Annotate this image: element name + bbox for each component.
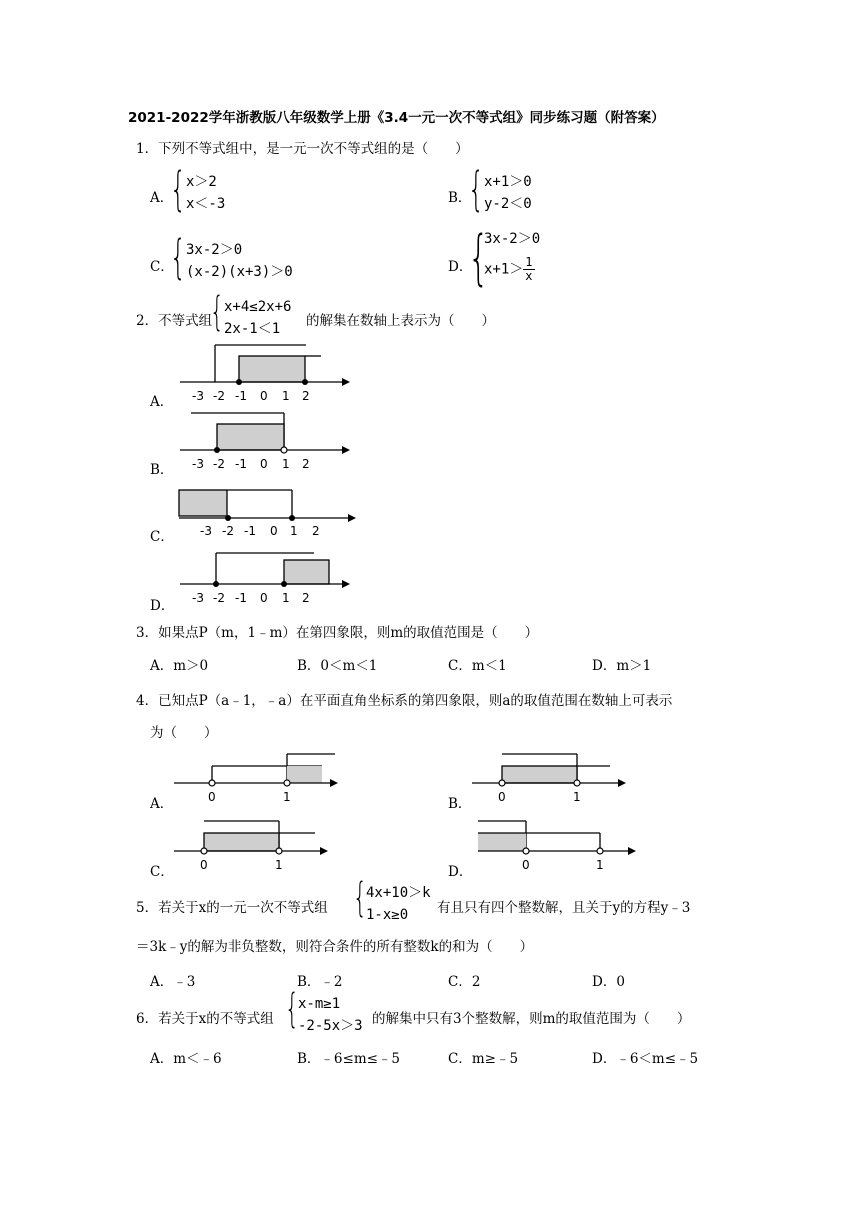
tick-label: 0 [200,858,208,872]
tick-label: -1 [235,591,247,605]
brace-icon: { [468,223,490,293]
q4-option-a-numberline [172,748,342,806]
q4-option-b-label: B． [448,796,472,812]
tick-label: 2 [302,389,310,403]
q2-option-a-label: A． [150,394,174,410]
brace-icon: { [468,162,485,216]
q1-option-c-label: C． [150,259,174,275]
tick-label: 1 [596,858,604,872]
q5-system: 4x+10＞k 1-x≥0 [366,885,431,923]
q1-option-d-system: 3x-2＞0 x+1＞ $\frac{1}{x}$ [484,231,541,283]
q5-option-b: B．﹣2 [297,974,343,990]
q2-option-d-numberline [176,546,358,610]
q6-system: x-m≥1 -2-5x＞3 [298,996,363,1034]
tick-label: 0 [260,457,268,471]
q4-option-c-label: C． [150,864,174,880]
question-6-stem-post: 的解集中只有3个整数解，则m的取值范围为（ ） [372,1011,691,1027]
tick-label: 0 [260,389,268,403]
question-2-stem-post: 的解集在数轴上表示为（ ） [306,313,495,329]
question-2-stem-pre: 2．不等式组 [136,313,213,329]
q5-option-c: C．2 [448,974,481,990]
q1-option-b-label: B． [448,190,472,206]
tick-label: -3 [192,389,204,403]
tick-label: 1 [290,524,298,538]
q6-option-a: A．m＜﹣6 [150,1051,222,1067]
tick-label: -1 [235,389,247,403]
q1-option-c-system: 3x-2＞0 (x-2)(x+3)＞0 [186,242,293,280]
tick-label: -2 [213,591,225,605]
tick-label: 1 [282,457,290,471]
question-6-stem-pre: 6．若关于x的不等式组 [136,1011,274,1027]
q6-option-d: D．﹣6＜m≤﹣5 [592,1051,699,1067]
tick-label: -2 [213,457,225,471]
tick-label: -2 [222,524,234,538]
q6-option-b: B．﹣6≤m≤﹣5 [297,1051,401,1067]
tick-label: -2 [213,389,225,403]
tick-label: 2 [312,524,320,538]
q1-option-a-label: A． [150,190,174,206]
q4-option-c-numberline [172,816,342,874]
q4-option-d-label: D． [448,864,473,880]
tick-label: 1 [283,790,291,804]
brace-icon: { [170,162,187,216]
q2-option-a-numberline [176,340,356,404]
tick-label: 0 [522,858,530,872]
q2-option-b-numberline [176,408,356,472]
tick-label: -1 [235,457,247,471]
q4-option-a-label: A． [150,796,174,812]
tick-label: 2 [302,457,310,471]
q3-option-d: D．m＞1 [592,658,652,674]
q3-option-a: A．m＞0 [150,658,209,674]
tick-label: 2 [302,591,310,605]
tick-label: -3 [200,524,212,538]
q1-option-d-label: D． [448,259,473,275]
tick-label: -3 [192,457,204,471]
question-5-stem-post: 有且只有四个整数解，且关于y的方程y﹣3 [437,900,691,916]
question-5-stem-cont: ＝3k﹣y的解为非负整数，则符合条件的所有整数k的和为（ ） [136,939,534,955]
q3-option-c: C．m＜1 [448,658,507,674]
brace-icon: { [353,875,367,921]
brace-icon: { [170,230,187,284]
brace-icon: { [285,986,299,1032]
tick-label: 0 [270,524,278,538]
q2-option-c-numberline [176,480,358,544]
tick-label: 1 [282,591,290,605]
q6-option-c: C．m≥﹣5 [448,1051,519,1067]
question-3-stem: 3．如果点P（m，1﹣m）在第四象限，则m的取值范围是（ ） [136,625,539,641]
page-title: 2021-2022学年浙教版八年级数学上册《3.4一元一次不等式组》同步练习题（附答案） [128,110,665,126]
q2-system: x+4≤2x+6 2x-1＜1 [224,299,292,337]
tick-label: 1 [282,389,290,403]
tick-label: 1 [573,790,581,804]
q1-option-b-system: x+1＞0 y-2＜0 [484,174,532,212]
q2-option-c-label: C． [150,529,174,545]
q1-option-a-system: x＞2 x＜-3 [186,174,226,212]
q3-option-b: B．0＜m＜1 [297,658,378,674]
tick-label: -1 [244,524,256,538]
tick-label: 0 [260,591,268,605]
q5-option-a: A．﹣3 [150,974,196,990]
q4-option-d-numberline [474,816,644,874]
tick-label: 0 [498,790,506,804]
tick-label: 1 [275,858,283,872]
q5-option-d: D．0 [592,974,625,990]
question-5-stem-pre: 5．若关于x的一元一次不等式组 [136,900,328,916]
question-1-stem: 1．下列不等式组中，是一元一次不等式组的是（ ） [136,141,469,157]
q2-option-d-label: D． [150,598,175,614]
q4-option-b-numberline [470,748,640,806]
question-4-stem: 4．已知点P（a﹣1，﹣a）在平面直角坐标系的第四象限，则a的取值范围在数轴上可表示 [136,693,673,709]
tick-label: 0 [208,790,216,804]
question-4-stem-cont: 为（ ） [150,725,218,741]
brace-icon: { [210,289,224,335]
tick-label: -3 [192,591,204,605]
q2-option-b-label: B． [150,462,174,478]
